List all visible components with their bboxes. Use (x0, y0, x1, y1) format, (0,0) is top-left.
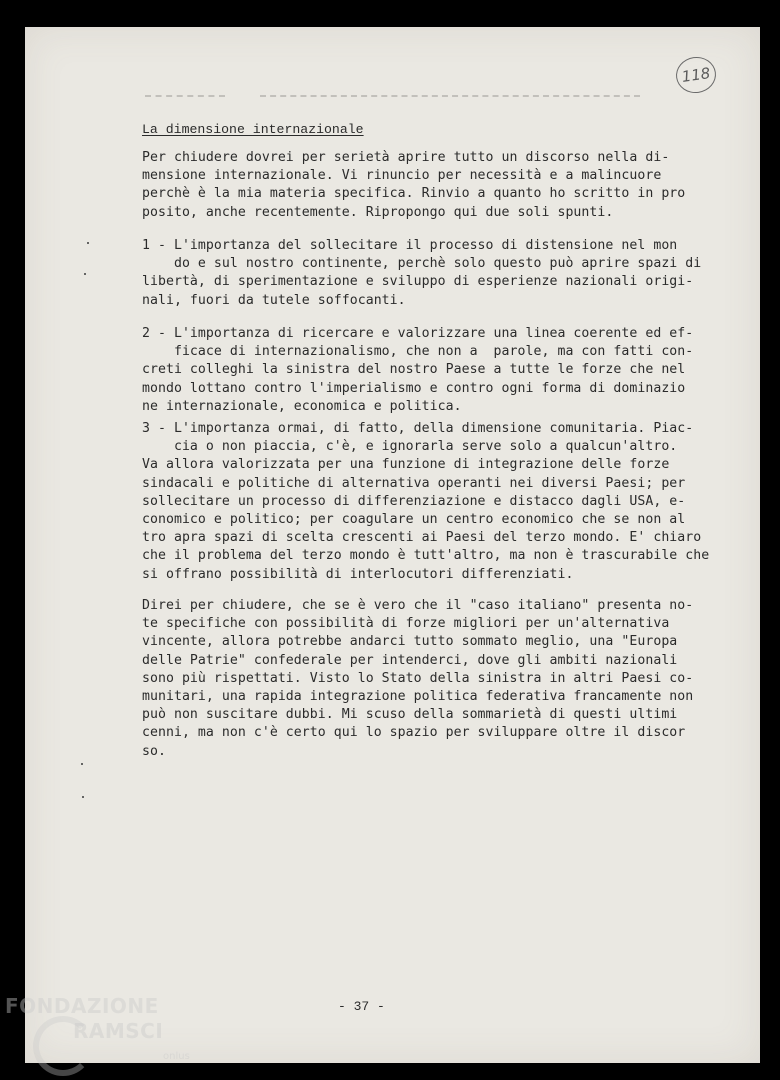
point-1-paragraph: 1 - L'importanza del sollecitare il processo di distensione nel mon do e sul nostro continente, perchè solo questo può aprire spazi di libertà, di sperimentazione e sviluppo di esperienze nazionali origi- nali, fuori da tutele soffocanti. (142, 238, 702, 308)
archive-number-stamp: 118 (674, 54, 719, 95)
point-3-paragraph: 3 - L'importanza ormai, di fatto, della dimensione comunitaria. Piac- cia o non piaccia, c'è, e ignorarla serve solo a qualcun'altro. Va allora valorizzata per una funzione di integrazione delle forze sindacali e politiche di alternativa operanti nei diversi Paesi; per sollecitare un processo di differenziazione e distacco dagli USA, e- conomico e politico; per coagulare un centro economico che se non al tro apra spazi di scelta crescenti ai Paesi del terzo mondo. E' chiaro che il problema del terzo mondo è tutt'altro, ma non è trascurabile che si offrano possibilità di interlocutori differenziati. (142, 421, 710, 582)
margin-mark (87, 242, 89, 244)
point-2-paragraph: 2 - L'importanza di ricercare e valorizzare una linea coerente ed ef- ficace di internazionalismo, che non a parole, ma con fatti con- creti colleghi la sinistra del nostro Paese a tutte le forze che nel mondo lottano contro l'imperialismo e contro ogni forma di dominazio ne internazionale, economica e politica. (142, 326, 694, 414)
watermark-line1: FONDAZIONE (5, 994, 159, 1018)
closing-paragraph: Direi per chiudere, che se è vero che il "caso italiano" presenta no- te specifiche con possibilità di forze migliori per un'alternativa vincente, allora potrebbe andarci tutto sommato meglio, una "Europa delle Patrie" confederale per intenderci, dove gli ambiti nazionali sono più rispettati. Visto lo Stato della sinistra in altri Paesi co- munitari, una rapida integrazione politica federativa francamente non può non suscitare dubbi. Mi scuso della sommarietà di questi ultimi cenni, ma non c'è certo qui lo spazio per sviluppare oltre il discor so. (142, 598, 694, 759)
faint-rule (260, 95, 640, 99)
intro-paragraph: Per chiudere dovrei per serietà aprire tutto un discorso nella di- mensione internazionale. Vi rinuncio per necessità e a malincuore perchè è la mia materia specifica. Rinvio a quanto ho scritto in pro posito, anche recentemente. Ripropongo qui due soli spunti. (142, 150, 686, 220)
watermark-line2: RAMSCI (73, 1019, 164, 1043)
faint-rule (145, 95, 225, 99)
margin-mark (81, 763, 83, 765)
margin-mark (84, 273, 86, 275)
margin-mark (82, 796, 84, 798)
page-number: - 37 - (338, 999, 385, 1014)
section-heading: La dimensione internazionale (142, 122, 364, 137)
fondazione-gramsci-watermark (5, 994, 195, 1074)
watermark-line3: onlus (163, 1051, 190, 1062)
